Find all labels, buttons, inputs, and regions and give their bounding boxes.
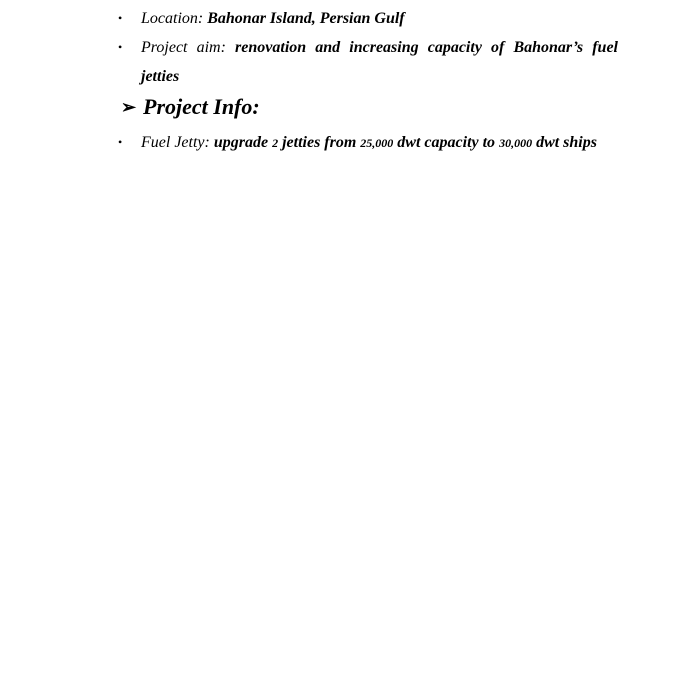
- bullet-icon: •: [118, 40, 123, 54]
- fuel-jetty-item: [118, 128, 618, 158]
- location-value: Bahonar Island, Persian Gulf: [207, 10, 405, 27]
- project-info-heading-text: Project Info:: [143, 94, 260, 119]
- fuel-jetty-label: Fuel Jetty:: [141, 134, 210, 151]
- fuel-jetty-value-jetties-from: jetties from: [282, 134, 357, 151]
- target-capacity: 30,000: [499, 136, 533, 150]
- project-aim-value: renovation and increasing capacity of Bahonar’s fuel jetties: [141, 39, 619, 85]
- location-label: Location:: [141, 10, 204, 27]
- project-info-heading: [121, 92, 260, 123]
- fuel-jetty-value-dwt-capacity-to: dwt capacity to: [397, 134, 496, 151]
- location-item: [118, 4, 618, 33]
- bullet-icon: •: [118, 135, 123, 149]
- current-capacity: 25,000: [360, 136, 394, 150]
- arrow-bullet-icon: ➢: [121, 97, 137, 117]
- fuel-jetty-value-dwt-ships: dwt ships: [536, 134, 597, 151]
- project-aim-item: [118, 33, 618, 91]
- project-aim-label: Project aim:: [141, 39, 226, 56]
- jetty-count: 2: [272, 136, 279, 150]
- project-info-list: [118, 128, 618, 158]
- fuel-jetty-value-upgrade: upgrade: [213, 134, 269, 151]
- bullet-icon: •: [118, 11, 123, 25]
- project-details-list: [118, 4, 618, 91]
